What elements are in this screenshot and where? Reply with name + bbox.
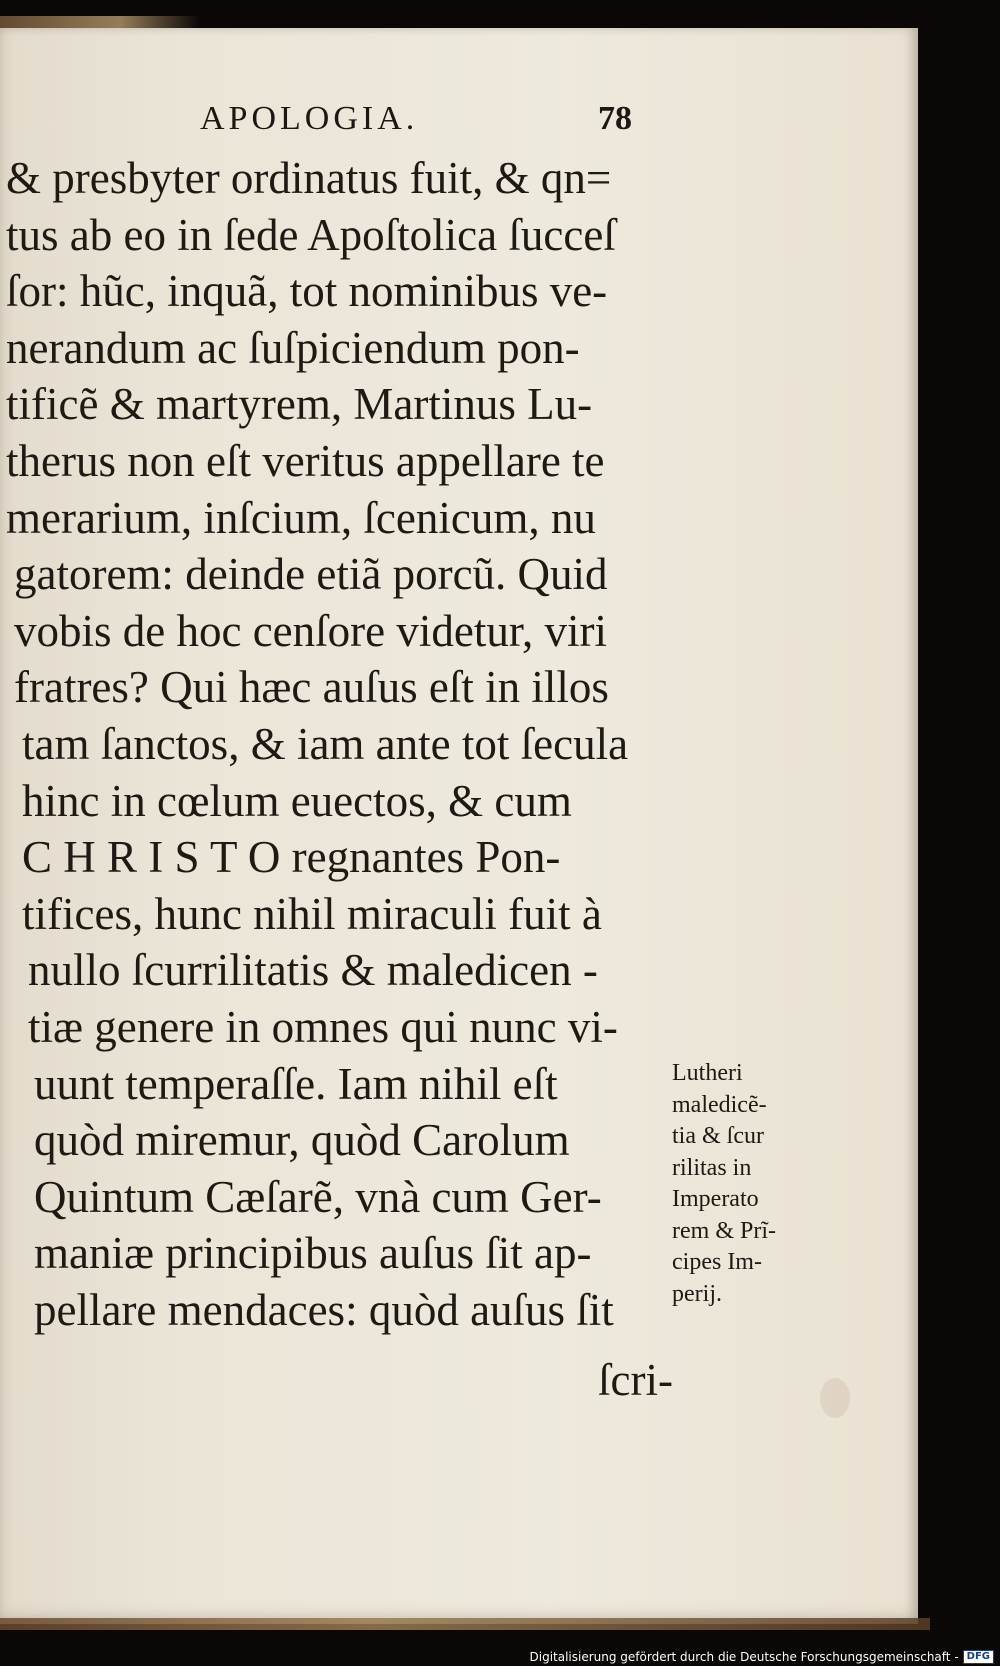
text-line: tam ſanctos, & iam ante tot ſecula	[22, 718, 629, 769]
text-line: quòd miremur, quòd Carolum	[34, 1115, 570, 1166]
marginal-note-line: Imperato	[672, 1186, 759, 1212]
marginal-note	[672, 1058, 832, 1310]
text-line: fratres? Qui hæc auſus eſt in illos	[14, 662, 609, 713]
text-line: hinc in cœlum euectos, & cum	[22, 775, 572, 826]
marginal-note-line: rem & Prĩ-	[672, 1217, 776, 1244]
paper-stain	[820, 1378, 850, 1418]
marginal-note-line: cipes Im-	[672, 1249, 762, 1275]
footer-text: Digitalisierung gefördert durch die Deutsche Forschungsgemeinschaft -	[529, 1650, 959, 1664]
marginal-note-line: perij.	[672, 1280, 722, 1307]
text-line: Quintum Cæſarẽ, vnà cum Ger-	[34, 1171, 602, 1222]
marginal-note-line: Lutheri	[672, 1060, 743, 1086]
text-line: tiæ genere in omnes qui nunc vi-	[28, 1001, 618, 1052]
text-line: maniæ principibus auſus ſit ap-	[34, 1228, 592, 1279]
text-line: tifices, hunc nihil miraculi fuit à	[22, 888, 602, 939]
text-line: uunt temperaſſe. Iam nihil eſt	[34, 1058, 558, 1109]
running-head: APOLOGIA.	[200, 100, 419, 137]
text-line: nerandum ac ſuſpiciendum pon-	[6, 322, 580, 373]
page-edge-bottom	[0, 1618, 930, 1630]
text-line: merarium, inſcium, ſcenicum, nu	[6, 492, 596, 543]
text-line: & presbyter ordinatus fuit, & qn=	[6, 153, 612, 203]
marginal-note-line: rilitas in	[672, 1154, 752, 1181]
text-line: tus ab eo in ſede Apoſtolica ſucceſ	[6, 209, 616, 260]
text-line: nullo ſcurrilitatis & maledicen -	[28, 945, 598, 996]
text-line: gatorem: deinde etiã porcũ. Quid	[14, 549, 608, 600]
marginal-note-line: tia & ſcur	[672, 1123, 764, 1149]
marginal-note-line: maledicẽ-	[672, 1091, 767, 1118]
dfg-logo: DFG	[963, 1650, 994, 1664]
body-text	[6, 150, 686, 1338]
catchword: ſcri-	[598, 1355, 673, 1405]
text-line: vobis de hoc cenſore videtur, viri	[14, 605, 608, 656]
text-line: therus non eſt veritus appellare te	[6, 435, 605, 486]
digitization-footer	[530, 1650, 995, 1664]
text-line: C H R I S T O regnantes Pon-	[22, 832, 561, 883]
text-line: ſor: hũc, inquã, tot nominibus ve-	[6, 266, 608, 317]
text-line: pellare mendaces: quòd auſus ſit	[34, 1284, 614, 1335]
text-line: tificẽ & martyrem, Martinus Lu-	[6, 379, 593, 430]
page-number: 78	[598, 100, 632, 137]
